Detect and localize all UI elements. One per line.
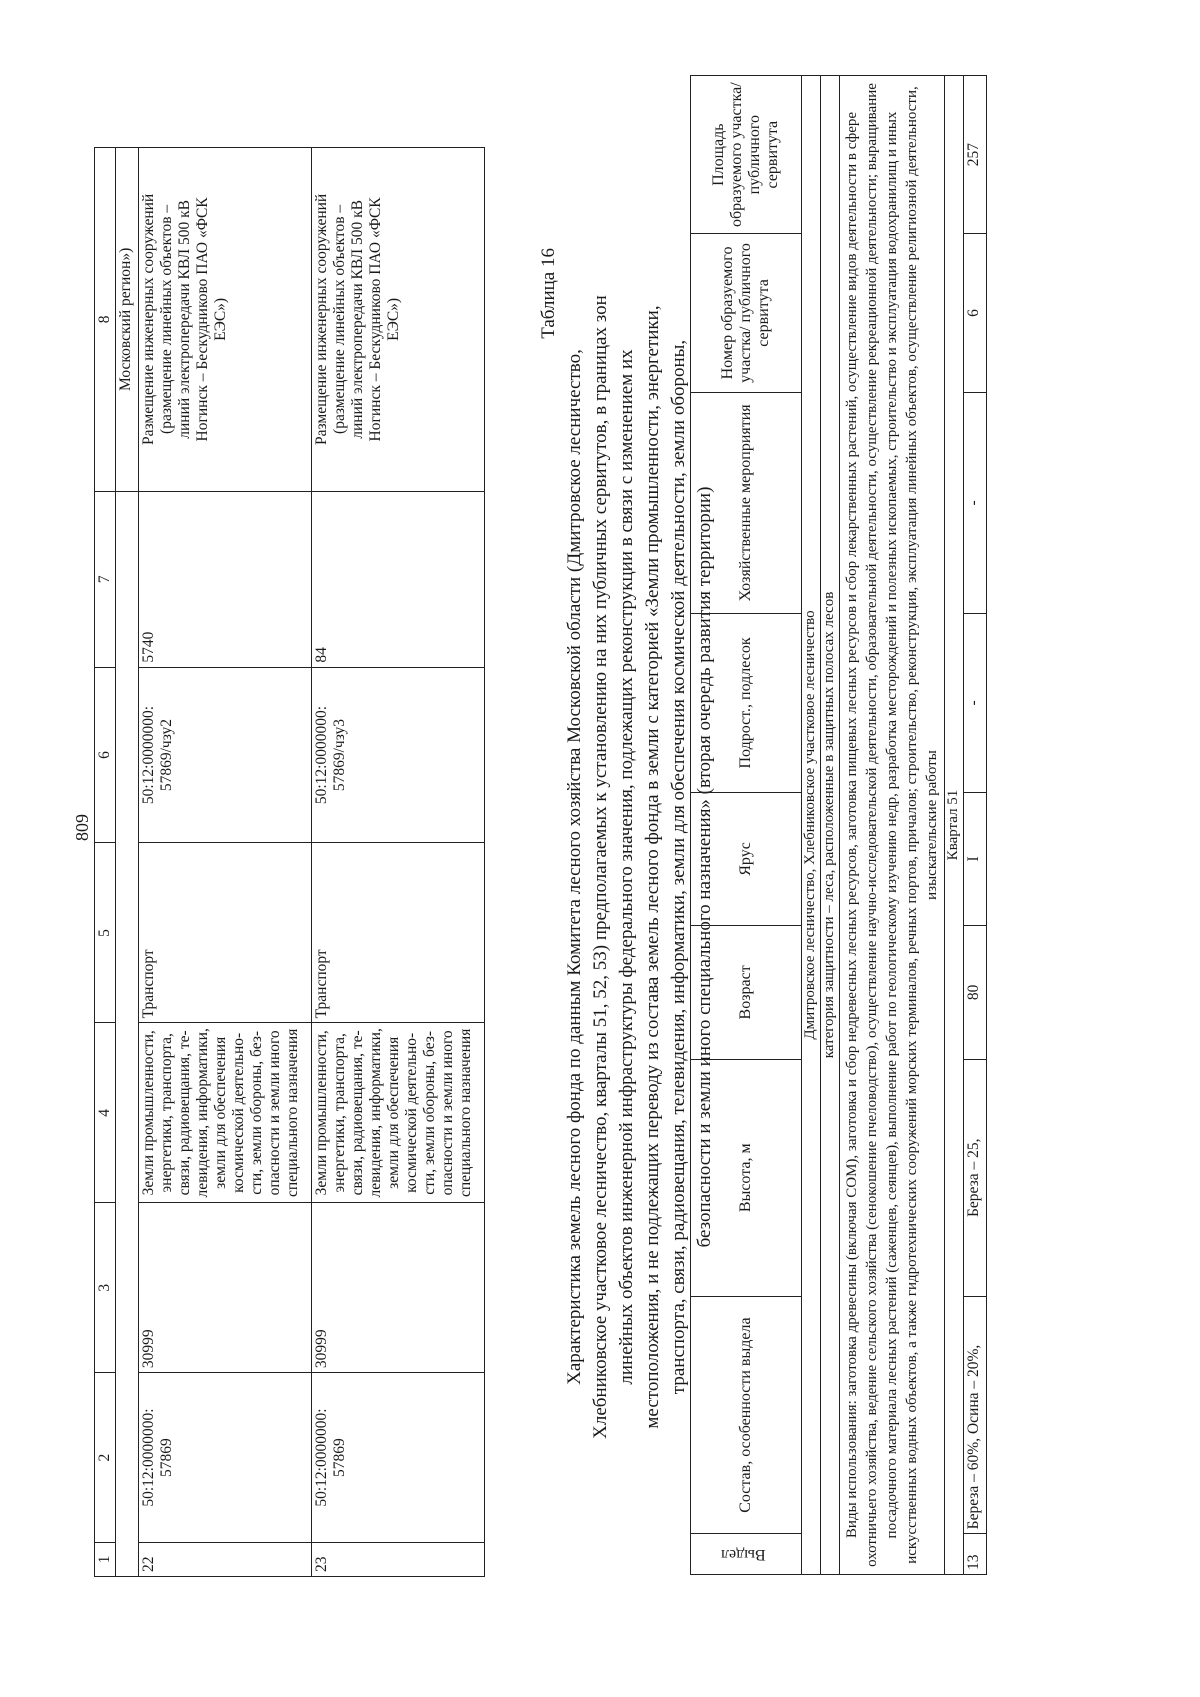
category-cell: категория защитности – леса, расположенные в защитных полосах лесов	[821, 76, 840, 1575]
cell-height: Береза – 25,	[964, 1059, 987, 1296]
cell-area: 84	[312, 491, 485, 667]
header-cell-vydel	[691, 1534, 802, 1575]
uses-cell: Виды использования: заготовка древесины (включая СОМ), заготовка и сбор недревесных лесных ресурсов, заготовка пищевых лесных ресурсов и сбор лекарственных растений, осуществление видов деятельности в сфере охотничьего хозяйства, ведение сельского хозяйства (сенокошение пчеловодство), осуществление научно-исследовательской деятельности, образовательной деятельности, осуществление рекреационной деятельности; выращивание посадочного материала лесных растений (саженцев, сеянцев), выполнение работ по геологическому изучению недр, разработка месторождений и полезных ископаемых, строительство и эксплуатация водохранилищ и иных искусственных водных объектов, а также гидротехнических сооружений морских терминалов, речных портов, причалов; строительство, реконструкция, эксплуатация линейных объектов, осуществление религиозной деятельности, изыскательские работы	[840, 76, 945, 1575]
header-cell: Ярус	[691, 792, 802, 925]
cell-code: 30999	[139, 1203, 312, 1373]
table-header-row	[95, 148, 116, 1577]
cell-age: 80	[964, 926, 987, 1059]
header-cell: 1	[95, 1543, 116, 1577]
header-cell: 7	[95, 491, 116, 667]
forestry-cell: Дмитровское лесничество, Хлебниковское участковое лесничество	[802, 76, 821, 1575]
cell-purpose: Размещение инженерных сооружений (размещение линейных объектов – линий электропередачи КВЛ 500 кВ Ногинск – Бескудниково ПАО «ФСК ЕЭС»)	[139, 148, 312, 492]
table-caption: Таблица 16	[538, 248, 559, 339]
forest-table	[690, 75, 987, 1575]
table-title: Характеристика земель лесного фонда по данным Комитета лесного хозяйства Московской области (Дмитровское лесничество, Хлебниковское участковое лесничество, кварталы 51, 52, 53) предполагаемых к установлению на них публичных сервитутов, в границах зон линейных объектов инженерной инфраструктуры федерального значения, подлежащих реконструкции в связи с изменением их местоположения, и не подлежащих переводу из состава земель лесного фонда в земли с категорией «Земли промышленности, энергетики, транспорта, связи, радиовещания, телевидения, информатики, земли для обеспечения космической деятельности, земли обороны, безопасности и земли иного специального назначения» (вторая очередь развития территории)	[564, 295, 715, 1439]
header-cell: 3	[95, 1203, 116, 1373]
region-band-cell: Московский регион»)	[116, 148, 139, 492]
region-band-row	[116, 148, 139, 1577]
servitude-table	[94, 147, 485, 1577]
table-row	[139, 148, 312, 1577]
cell-num: 22	[139, 1543, 312, 1577]
quarter-row	[945, 76, 964, 1575]
header-cell: 4	[95, 1023, 116, 1203]
uses-row	[840, 76, 945, 1575]
cell-podrost: -	[964, 614, 987, 793]
table-row	[312, 148, 485, 1577]
cell-vydel: 13	[964, 1534, 987, 1575]
cell-ploshad: 257	[964, 76, 987, 234]
header-vydel-text: Выдел	[721, 1546, 766, 1564]
cell-category: Земли промышленности, энергетики, транспорта, связи, радиовещания, те- левидения, информатики, земли для обеспечения космической деятельно- сти, земли обороны, без- опасности и земли иного специального назначения	[312, 1023, 485, 1203]
header-cell: Возраст	[691, 926, 802, 1059]
header-cell: Высота, м	[691, 1059, 802, 1296]
table-row	[964, 76, 987, 1575]
page-number: 809	[72, 814, 92, 841]
header-cell: Номер образуемого участка/ публичного сервитута	[691, 234, 802, 392]
header-cell: Состав, особенности выдела	[691, 1296, 802, 1533]
cell-purpose: Размещение инженерных сооружений (размещение линейных объектов – линий электропередачи КВЛ 500 кВ Ногинск – Бескудниково ПАО «ФСК ЕЭС»)	[312, 148, 485, 492]
cell-category: Земли промышленности, энергетики, транспорта, связи, радиовещания, те- левидения, информатики, земли для обеспечения космической деятельно- сти, земли обороны, без- опасности и земли иного специального назначения	[139, 1023, 312, 1203]
header-cell: 8	[95, 148, 116, 492]
cell-part-number: 50:12:0000000: 57869/чзу3	[312, 667, 485, 843]
header-cell: 6	[95, 667, 116, 843]
header-cell: Площадь образуемого участка/ публичного сервитута	[691, 76, 802, 234]
forestry-row	[802, 76, 821, 1575]
band-empty-cell	[116, 491, 139, 1576]
cell-part-number: 50:12:0000000: 57869/чзу2	[139, 667, 312, 843]
cell-use: Транспорт	[139, 843, 312, 1023]
cell-yarus: I	[964, 792, 987, 925]
cell-nomer: 6	[964, 234, 987, 392]
cell-sostav: Береза – 60%, Осина – 20%,	[964, 1296, 987, 1533]
cell-cadastral: 50:12:0000000: 57869	[139, 1373, 312, 1543]
table-header-row	[691, 76, 802, 1575]
quarter-cell: Квартал 51	[945, 76, 964, 1575]
header-cell: Подрост., подлесок	[691, 614, 802, 793]
cell-cadastral: 50:12:0000000: 57869	[312, 1373, 485, 1543]
cell-code: 30999	[312, 1203, 485, 1373]
header-cell: 2	[95, 1373, 116, 1543]
header-cell: Хозяйственные мероприятия	[691, 392, 802, 614]
category-row	[821, 76, 840, 1575]
cell-use: Транспорт	[312, 843, 485, 1023]
header-cell: 5	[95, 843, 116, 1023]
cell-meropr: -	[964, 392, 987, 614]
cell-num: 23	[312, 1543, 485, 1577]
cell-area: 5740	[139, 491, 312, 667]
